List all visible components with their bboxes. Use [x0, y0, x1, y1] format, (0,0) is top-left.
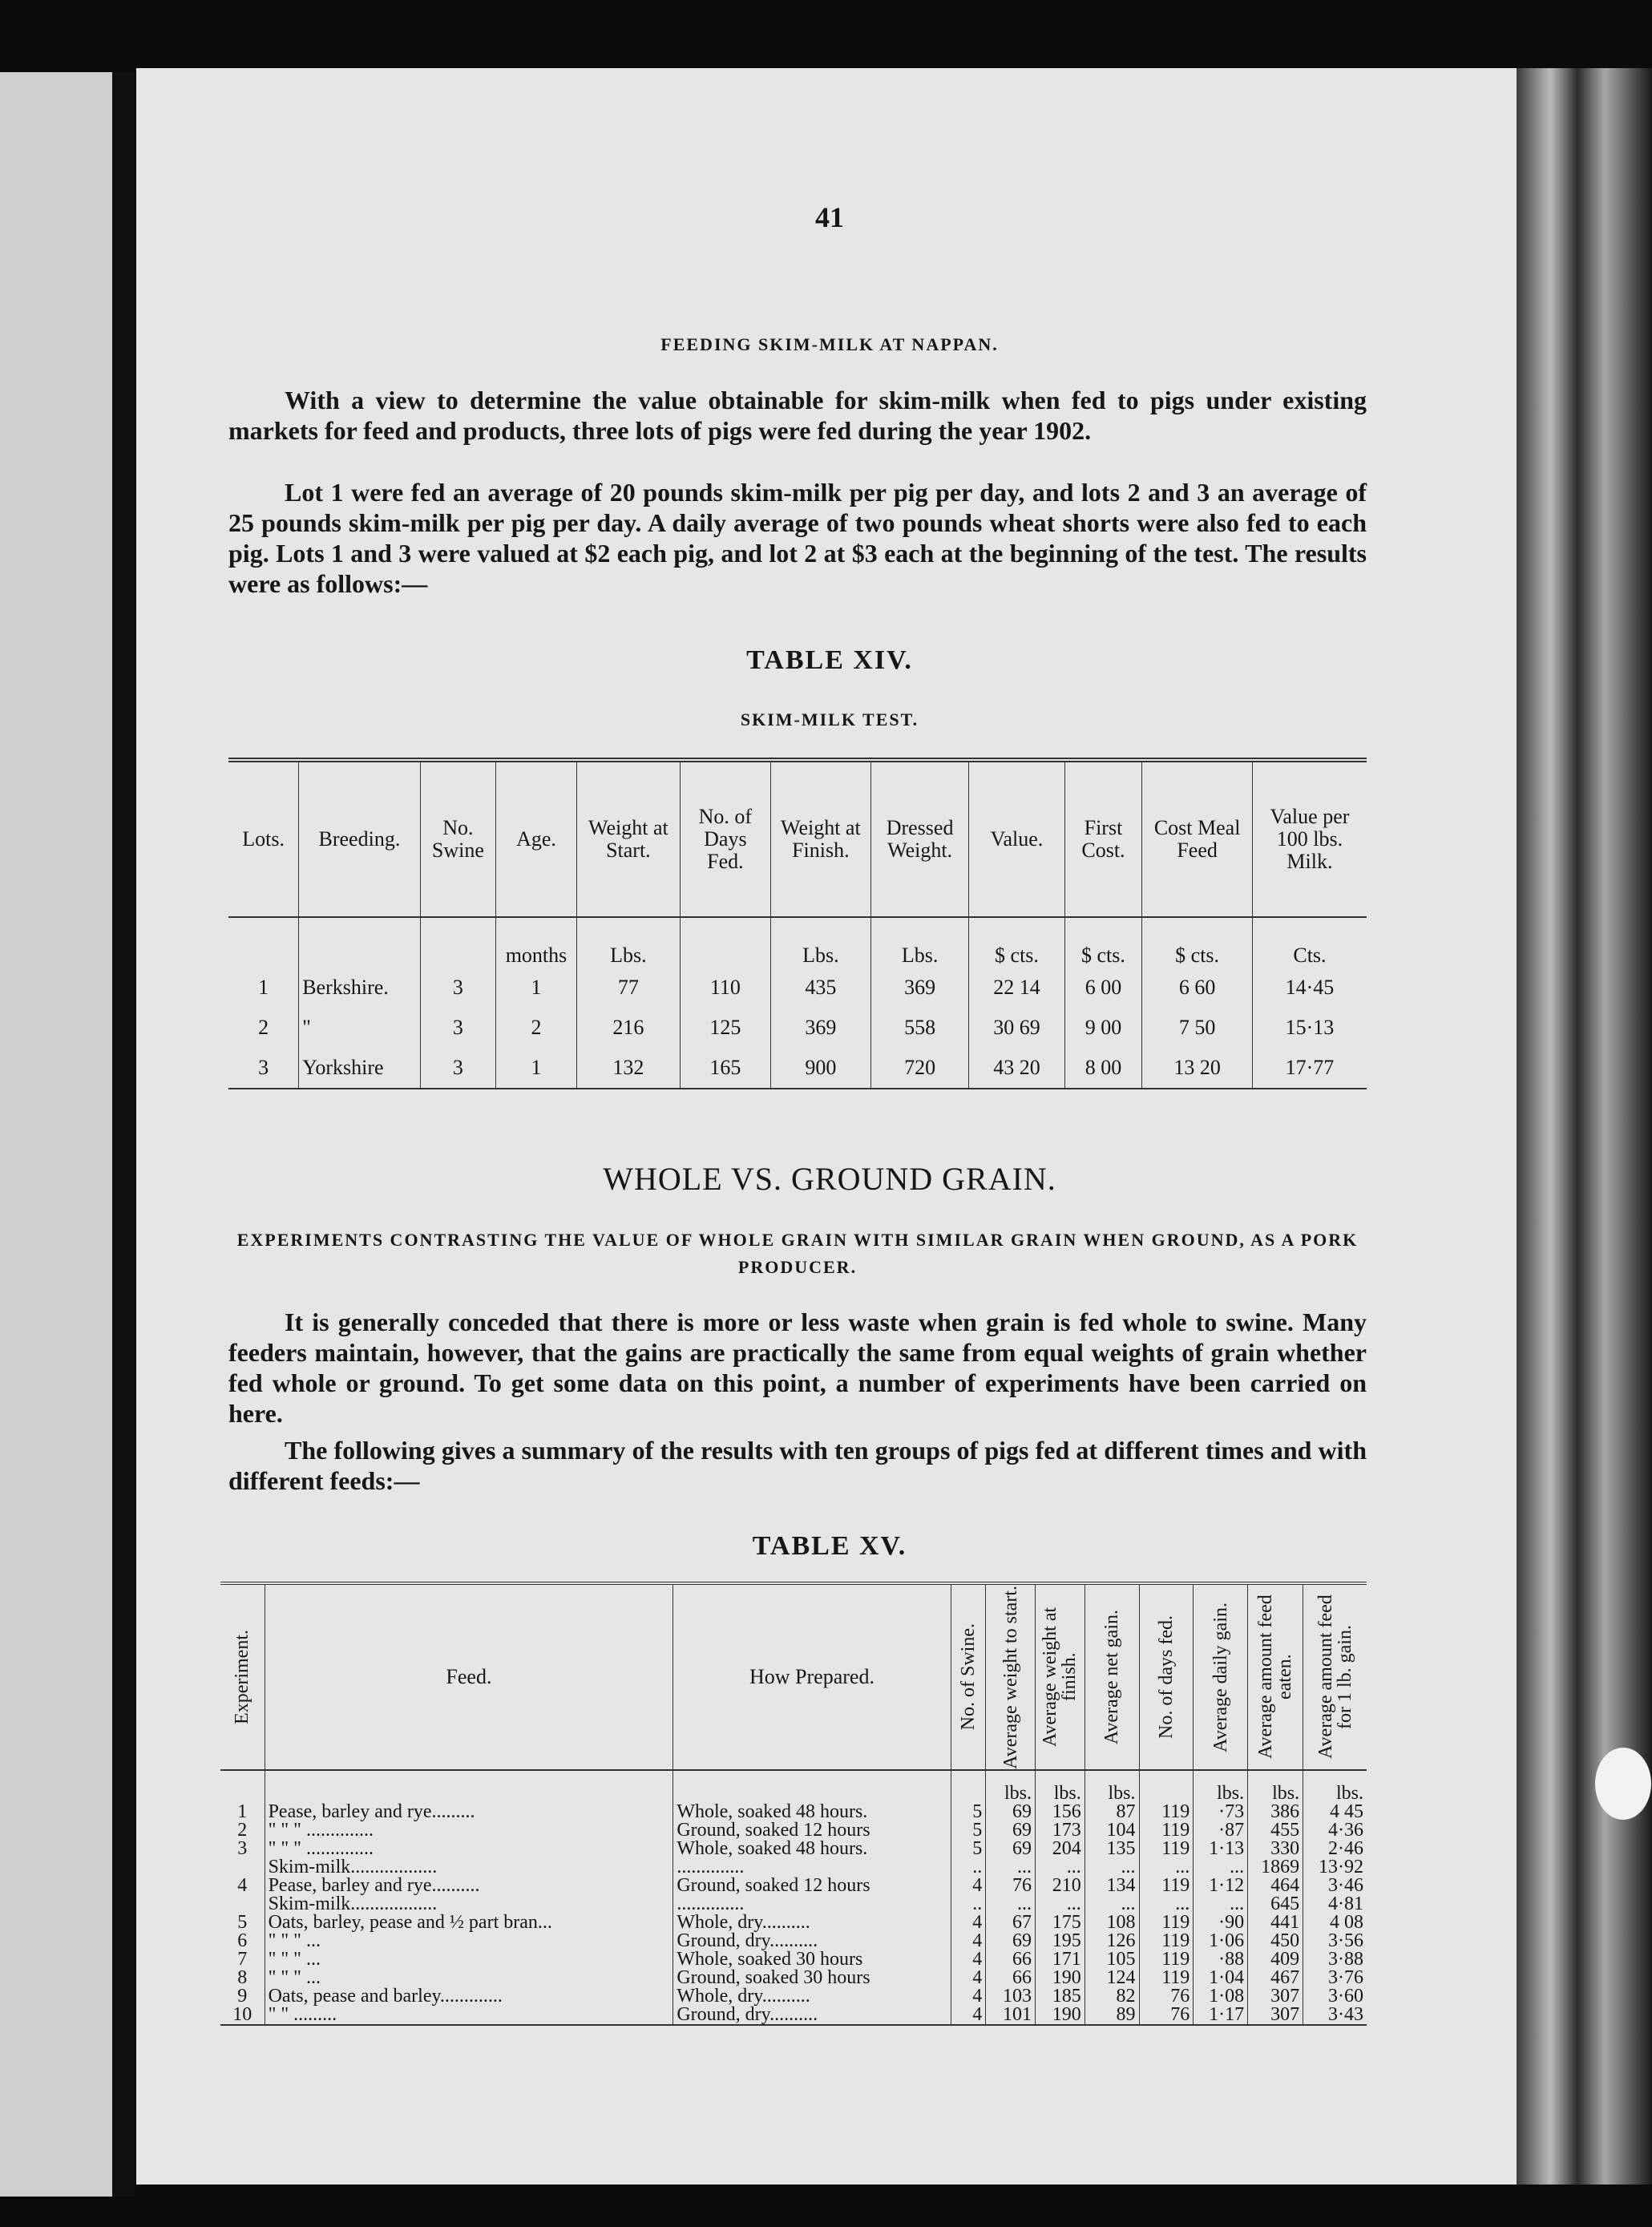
table15-unit-cell: lbs. — [1035, 1770, 1085, 1803]
table15-cell: 69 — [986, 1840, 1036, 1858]
table15-cell: 66 — [986, 1950, 1036, 1969]
table15 — [220, 1582, 1367, 2026]
table14-header-cell: Weight at Start. — [576, 760, 680, 917]
table15-cell: 119 — [1139, 1840, 1194, 1858]
table15-cell: 8 — [237, 1967, 248, 1988]
table15-cell: Ground, soaked 30 hours — [673, 1969, 951, 1987]
table15-cell: 156 — [1035, 1803, 1085, 1821]
table15-cell: ... — [1194, 1858, 1248, 1877]
table15-cell: 89 — [1085, 2006, 1139, 2025]
table15-cell: ·88 — [1194, 1950, 1248, 1969]
table15-cell: " " " .............. — [265, 1840, 673, 1858]
table15-cell: Ground, dry.......... — [673, 2006, 951, 2025]
table15-cell: 66 — [986, 1969, 1036, 1987]
table14-cell: 2 — [496, 1008, 577, 1048]
table15-cell: 3 — [237, 1838, 248, 1859]
section-heading-skim-milk: FEEDING SKIM-MILK AT NAPPAN. — [660, 334, 999, 354]
table15-unit-cell: lbs. — [1248, 1770, 1303, 1803]
table15-header-cell: How Prepared. — [673, 1583, 951, 1770]
page-number: 41 — [815, 201, 844, 233]
table14-cell: 6 60 — [1142, 968, 1253, 1008]
table-row — [220, 1914, 1367, 1932]
table14-cell: 110 — [680, 968, 770, 1008]
table15-cell: 5 — [951, 1821, 986, 1840]
table15-header-cell — [986, 1583, 1036, 1770]
table14-cell: 558 — [870, 1008, 969, 1048]
table14-subtitle: SKIM-MILK TEST. — [740, 709, 919, 730]
table14-unit-cell: Lbs. — [576, 917, 680, 968]
table14-unit-cell: Lbs. — [870, 917, 969, 968]
table15-cell: 103 — [986, 1987, 1036, 2006]
table15-cell: 5 — [237, 1912, 248, 1933]
table15-cell: 101 — [986, 2006, 1036, 2025]
table14-header-cell: Weight at Finish. — [770, 760, 870, 917]
table14-header-cell: Cost Meal Feed — [1142, 760, 1253, 917]
table15-cell: 135 — [1085, 1840, 1139, 1858]
table15-cell: 1 — [237, 1801, 248, 1822]
table15-cell: 1·13 — [1194, 1840, 1248, 1858]
table15-unit-cell: lbs. — [1085, 1770, 1139, 1803]
table15-unit-cell: lbs. — [986, 1770, 1036, 1803]
table15-cell: 204 — [1035, 1840, 1085, 1858]
previous-page-edge — [0, 72, 112, 2197]
table14-cell: 6 00 — [1064, 968, 1142, 1008]
table14-header-cell: Age. — [496, 760, 577, 917]
table15-header-label: Average amount feed eaten. — [1255, 1594, 1296, 1760]
table15-cell: 3·46 — [1303, 1877, 1367, 1895]
table15-cell: ·73 — [1194, 1803, 1248, 1821]
table15-cell: Ground, soaked 12 hours — [673, 1877, 951, 1895]
table15-cell: 126 — [1085, 1932, 1139, 1950]
table15-cell: 210 — [1035, 1877, 1085, 1895]
table15-header-cell: Feed. — [265, 1583, 673, 1770]
table15-cell: 455 — [1248, 1821, 1303, 1840]
table14-cell: 3 — [228, 1048, 299, 1089]
table15-cell: 450 — [1248, 1932, 1303, 1950]
table14-cell: 165 — [680, 1048, 770, 1089]
table15-cell: 3·60 — [1303, 1987, 1367, 2006]
table15-cell: 5 — [951, 1803, 986, 1821]
table14-unit-cell — [680, 917, 770, 968]
table14-unit-cell — [228, 917, 299, 968]
table14-cell: 369 — [770, 1008, 870, 1048]
table15-header-cell — [951, 1583, 986, 1770]
table14-cell: 8 00 — [1064, 1048, 1142, 1089]
table15-cell: ... — [986, 1858, 1036, 1877]
table15-cell: 4 45 — [1303, 1803, 1367, 1821]
table15-cell: ... — [1139, 1858, 1194, 1877]
table15-cell: 119 — [1139, 1932, 1194, 1950]
table15-unit-cell — [1139, 1770, 1194, 1803]
table15-cell: 4 — [951, 1932, 986, 1950]
table15-cell: " " " .............. — [265, 1821, 673, 1840]
table15-cell: 87 — [1085, 1803, 1139, 1821]
table14-cell: 435 — [770, 968, 870, 1008]
table15-cell: 119 — [1139, 1821, 1194, 1840]
paragraph-skim-milk-2: Lot 1 were fed an average of 20 pounds skim-milk per pig per day, and lots 2 and 3 an average of 25 pounds skim-milk per pig per day. A daily average of two pounds wheat shorts were also fed to each pig. Lots 1 and 3 were valued at $2 each pig, and lot 2 at $3 each at the beginning of the test. The results were as follows:— — [228, 478, 1367, 598]
table15-cell: 441 — [1248, 1914, 1303, 1932]
table15-units-row — [220, 1770, 1367, 1803]
table15-cell: 82 — [1085, 1987, 1139, 2006]
table15-header-label: No. of days fed. — [1155, 1615, 1177, 1739]
table15-header-label: Average weight to start. — [1000, 1585, 1021, 1769]
section-subheading-experiments: EXPERIMENTS CONTRASTING THE VALUE OF WHOLE GRAIN WITH SIMILAR GRAIN WHEN GROUND, AS A PORK PRODUCER. — [236, 1230, 1359, 1277]
table15-cell: 307 — [1248, 1987, 1303, 2006]
table14-cell: 15·13 — [1252, 1008, 1367, 1048]
table15-cell: 4·81 — [1303, 1895, 1367, 1914]
paper-damage-mark — [1595, 1748, 1651, 1820]
table15-cell: Whole, dry.......... — [673, 1987, 951, 2006]
table-row — [228, 1008, 1367, 1048]
table14-cell: 1 — [496, 968, 577, 1008]
table14-header-cell: First Cost. — [1064, 760, 1142, 917]
table15-cell: Whole, soaked 30 hours — [673, 1950, 951, 1969]
table15-cell: 467 — [1248, 1969, 1303, 1987]
table15-cell: 4 08 — [1303, 1914, 1367, 1932]
table-row — [220, 1877, 1367, 1895]
table15-cell: 1·12 — [1194, 1877, 1248, 1895]
table15-cell: 119 — [1139, 1914, 1194, 1932]
table15-header-cell — [1248, 1583, 1303, 1770]
table15-cell: 175 — [1035, 1914, 1085, 1932]
table15-cell: 464 — [1248, 1877, 1303, 1895]
table14-cell: 43 20 — [969, 1048, 1064, 1089]
table15-cell: ... — [1194, 1895, 1248, 1914]
table-row — [220, 1895, 1367, 1914]
table14-cell: 1 — [496, 1048, 577, 1089]
table14-cell: " — [299, 1008, 420, 1048]
table15-cell: 185 — [1035, 1987, 1085, 2006]
table14-cell: 3 — [420, 1048, 496, 1089]
table14-cell: 30 69 — [969, 1008, 1064, 1048]
table14-cell: 22 14 — [969, 968, 1064, 1008]
table-row — [228, 1048, 1367, 1089]
table14-unit-cell: Cts. — [1252, 917, 1367, 968]
table15-cell: " " " ... — [265, 1950, 673, 1969]
table15-cell: Oats, barley, pease and ½ part bran... — [265, 1914, 673, 1932]
table14-unit-cell — [299, 917, 420, 968]
table15-header-label: No. of Swine. — [957, 1623, 979, 1731]
table15-cell: 645 — [1248, 1895, 1303, 1914]
table14-cell: 369 — [870, 968, 969, 1008]
table14-unit-cell: months — [496, 917, 577, 968]
table15-cell: 4·36 — [1303, 1821, 1367, 1840]
table15-cell: 190 — [1035, 1969, 1085, 1987]
table14-cell: 3 — [420, 968, 496, 1008]
table-row — [220, 1803, 1367, 1821]
table-row — [228, 968, 1367, 1008]
table15-cell: .. — [951, 1895, 986, 1914]
table14-title: TABLE XIV. — [746, 645, 913, 675]
table14-cell: 900 — [770, 1048, 870, 1089]
table15-header-label: Average daily gain. — [1210, 1602, 1231, 1752]
table14-header-cell: Dressed Weight. — [870, 760, 969, 917]
table15-cell: .. — [951, 1858, 986, 1877]
table14-cell: 13 20 — [1142, 1048, 1253, 1089]
table15-cell: 1·04 — [1194, 1969, 1248, 1987]
table14-cell: 77 — [576, 968, 680, 1008]
table15-header-row — [220, 1583, 1367, 1770]
table15-cell: 9 — [237, 1986, 248, 2007]
table15-cell: 1·17 — [1194, 2006, 1248, 2025]
table15-cell: 190 — [1035, 2006, 1085, 2025]
table15-cell: 195 — [1035, 1932, 1085, 1950]
table-row — [220, 1821, 1367, 1840]
table14-header-cell: Value. — [969, 760, 1064, 917]
table15-cell: 5 — [951, 1840, 986, 1858]
table15-cell: ... — [1085, 1858, 1139, 1877]
table15-cell: " " " ... — [265, 1932, 673, 1950]
table15-cell — [220, 1858, 265, 1877]
table15-unit-cell — [265, 1770, 673, 1803]
table14-header-cell: Breeding. — [299, 760, 420, 917]
table15-header-cell — [1085, 1583, 1139, 1770]
table15-header-label: Average weight at finish. — [1040, 1607, 1080, 1748]
table14-cell: 17·77 — [1252, 1048, 1367, 1089]
table15-cell: " " " ... — [265, 1969, 673, 1987]
table15-cell: 409 — [1248, 1950, 1303, 1969]
table15-cell: 4 — [951, 1950, 986, 1969]
table14-cell: 720 — [870, 1048, 969, 1089]
table14-cell: 7 50 — [1142, 1008, 1253, 1048]
table15-cell: 76 — [1139, 2006, 1194, 2025]
table15-cell: 119 — [1139, 1950, 1194, 1969]
table15-cell: 1·06 — [1194, 1932, 1248, 1950]
table-row — [220, 1987, 1367, 2006]
table15-cell: 119 — [1139, 1803, 1194, 1821]
table14-cell: 2 — [258, 1016, 269, 1039]
table15-cell: ... — [1035, 1895, 1085, 1914]
table15-cell: 1869 — [1248, 1858, 1303, 1877]
table15-cell: .............. — [673, 1895, 951, 1914]
table15-cell: 173 — [1035, 1821, 1085, 1840]
table15-cell: 7 — [237, 1949, 248, 1970]
table15-cell: 3·88 — [1303, 1950, 1367, 1969]
table-row — [220, 2006, 1367, 2025]
table15-cell: 119 — [1139, 1877, 1194, 1895]
table15-cell: 124 — [1085, 1969, 1139, 1987]
table15-cell: Skim-milk.................. — [265, 1858, 673, 1877]
paragraph-grain-1: It is generally conceded that there is more or less waste when grain is fed whole to swine. Many feeders maintain, however, that the gains are practically the same from equal weights of grain whether fed whole or ground. To get some data on this point, a number of experiments have been carried on here. — [228, 1308, 1367, 1428]
table15-cell: ·87 — [1194, 1821, 1248, 1840]
table15-cell: Oats, pease and barley............. — [265, 1987, 673, 2006]
table15-header-label: Average net gain. — [1101, 1609, 1123, 1745]
table15-cell: 171 — [1035, 1950, 1085, 1969]
table15-cell — [220, 1895, 265, 1914]
table14-cell: 125 — [680, 1008, 770, 1048]
table14-cell: 1 — [258, 976, 269, 999]
table15-cell: 4 — [951, 2006, 986, 2025]
table15-cell: ... — [986, 1895, 1036, 1914]
table14-unit-cell: Lbs. — [770, 917, 870, 968]
table-row — [220, 1840, 1367, 1858]
table15-cell: ... — [1139, 1895, 1194, 1914]
table15-cell: 134 — [1085, 1877, 1139, 1895]
table15-unit-cell — [951, 1770, 986, 1803]
table15-header-cell — [220, 1583, 265, 1770]
table15-header-cell — [1139, 1583, 1194, 1770]
table14-header-cell: Lots. — [228, 760, 299, 917]
table15-header-label: Average amount feed for 1 lb. gain. — [1315, 1594, 1355, 1760]
table15-cell: 69 — [986, 1803, 1036, 1821]
table14-unit-cell: $ cts. — [1064, 917, 1142, 968]
table15-cell: Whole, soaked 48 hours. — [673, 1803, 951, 1821]
table15-cell: 4 — [951, 1914, 986, 1932]
table15-cell: 67 — [986, 1914, 1036, 1932]
table15-cell: 307 — [1248, 2006, 1303, 2025]
page — [136, 68, 1523, 2185]
table15-cell: Whole, dry.......... — [673, 1914, 951, 1932]
table15-cell: 4 — [237, 1875, 248, 1896]
table14-unit-cell: $ cts. — [969, 917, 1064, 968]
table14-units-row — [228, 917, 1367, 968]
table15-cell: 4 — [951, 1877, 986, 1895]
table15-cell: 1·08 — [1194, 1987, 1248, 2006]
table15-cell: 13·92 — [1303, 1858, 1367, 1877]
table15-cell: 105 — [1085, 1950, 1139, 1969]
table15-cell: 108 — [1085, 1914, 1139, 1932]
table15-cell: Pease, barley and rye......... — [265, 1803, 673, 1821]
table15-cell: 3·76 — [1303, 1969, 1367, 1987]
table14-cell: 9 00 — [1064, 1008, 1142, 1048]
table15-cell: 386 — [1248, 1803, 1303, 1821]
table14-cell: Berkshire. — [299, 968, 420, 1008]
table14-cell: 3 — [420, 1008, 496, 1048]
table15-cell: .............. — [673, 1858, 951, 1877]
table15-cell: 3·56 — [1303, 1932, 1367, 1950]
table15-cell: 10 — [220, 2006, 265, 2025]
table15-header-label: Experiment. — [232, 1630, 253, 1724]
table14-unit-cell: $ cts. — [1142, 917, 1253, 968]
section-heading-whole-vs-ground: WHOLE VS. GROUND GRAIN. — [603, 1161, 1056, 1197]
table15-cell: Ground, soaked 12 hours — [673, 1821, 951, 1840]
table15-cell: ·90 — [1194, 1914, 1248, 1932]
table15-cell: 4 — [951, 1969, 986, 1987]
table15-cell: Skim-milk.................. — [265, 1895, 673, 1914]
table15-cell: " " ......... — [265, 2006, 673, 2025]
table15-header-cell — [1035, 1583, 1085, 1770]
table15-unit-cell — [220, 1770, 265, 1803]
table15-cell: 119 — [1139, 1969, 1194, 1987]
paragraph-skim-milk-1: With a view to determine the value obtainable for skim-milk when fed to pigs under existing markets for feed and products, three lots of pigs were fed during the year 1902. — [228, 386, 1367, 445]
table15-cell: ... — [1085, 1895, 1139, 1914]
table14-header-cell: No. Swine — [420, 760, 496, 917]
table-row — [220, 1950, 1367, 1969]
table14-cell: 132 — [576, 1048, 680, 1089]
table-row — [220, 1858, 1367, 1877]
table15-unit-cell — [673, 1770, 951, 1803]
table15-unit-cell: lbs. — [1303, 1770, 1367, 1803]
table15-cell: Ground, dry.......... — [673, 1932, 951, 1950]
table15-cell: 4 — [951, 1987, 986, 2006]
table15-cell: 330 — [1248, 1840, 1303, 1858]
table14-header-cell: Value per 100 lbs. Milk. — [1252, 760, 1367, 917]
table15-cell: 69 — [986, 1821, 1036, 1840]
table14 — [228, 758, 1367, 1089]
table14-header-cell: No. of Days Fed. — [680, 760, 770, 917]
table14-cell: 216 — [576, 1008, 680, 1048]
table14-unit-cell — [420, 917, 496, 968]
table15-cell: Whole, soaked 48 hours. — [673, 1840, 951, 1858]
table15-cell: Pease, barley and rye.......... — [265, 1877, 673, 1895]
book-page-edges — [1517, 68, 1652, 2185]
table15-cell: 6 — [237, 1930, 248, 1951]
book-gutter — [112, 72, 135, 2197]
table14-cell: 14·45 — [1252, 968, 1367, 1008]
table15-cell: 76 — [986, 1877, 1036, 1895]
table15-cell: 2 — [237, 1820, 248, 1841]
table15-header-cell — [1194, 1583, 1248, 1770]
table15-cell: 3·43 — [1303, 2006, 1367, 2025]
paragraph-grain-2: The following gives a summary of the results with ten groups of pigs fed at different times and with different feeds:— — [228, 1436, 1367, 1495]
table14-header-row — [228, 760, 1367, 917]
table15-cell: 76 — [1139, 1987, 1194, 2006]
table-row — [220, 1932, 1367, 1950]
table15-cell: 2·46 — [1303, 1840, 1367, 1858]
table15-cell: 69 — [986, 1932, 1036, 1950]
table-row — [220, 1969, 1367, 1987]
table15-cell: 104 — [1085, 1821, 1139, 1840]
table15-unit-cell: lbs. — [1194, 1770, 1248, 1803]
table15-cell: ... — [1035, 1858, 1085, 1877]
table15-title: TABLE XV. — [752, 1531, 907, 1561]
table15-header-cell — [1303, 1583, 1367, 1770]
table14-cell: Yorkshire — [299, 1048, 420, 1089]
